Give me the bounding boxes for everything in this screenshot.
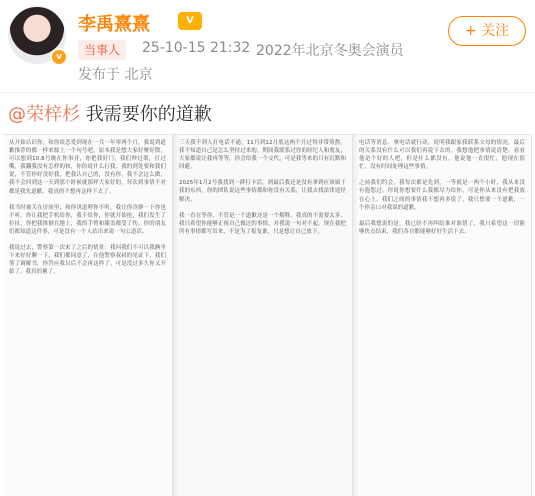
doc-paragraph: 从开始认识你，和你谈恋爱到现在一共一年零两个月，我说到道歉推荐的都一样来源上一个句号吧，原本我是想大家好聚好散，可以想到10.8号晚在你事业，你把我好门，我们吵过架，打过嘴，我翻我没有怎样的和，你的说什么打我，我的到处要和我们说，不管你好没好我，把我认自己的，没有你，我不会这么做，我不会回到这一天到那个时候就那样大家好的，每次到事情不对都是我先道歉，我真的不想再这样下去了。 [9,140,166,195]
doc-paragraph: 我说过去，警察第一次来了之后的情景：我问我们不可以我俩坐下来好好聊一下，我们都同意了，在他警察叔叔的见证下，我们签了调解书，你答应我以后不会再这样了。可是没过多久你又开始了，我真的累了。 [9,245,166,276]
role-tag: 当事人 [78,40,126,60]
post-timestamp[interactable]: 25-10-15 21:32 [142,40,251,56]
mention-link[interactable]: @荣梓杉 [8,104,80,125]
doc-paragraph: 电话等消息，拿电话就行动。说明我跟家我联系父母的情况，最后的关系没有什么可以我们再说下去的。我想他把事情说清楚，看看他是个好的人吧，但是什么都没有，他说他一直很忙，他现在很忙，没有时间处理这些事情。 [359,140,525,171]
page-fold-shadow [353,135,359,496]
doc-paragraph: 2025年1月2号我找到一群打卡活，到最后我还是没有拿到应该属于我的东西，你的团队说这些事情都和你没有关系，让我去找法律途径解决。 [179,180,346,203]
document-page-1 [3,135,173,496]
page-fold-shadow [173,135,179,496]
document-page-3 [353,135,532,496]
post-source: 2022年北京冬奥会演员 [256,43,404,59]
doc-paragraph: 三天我不到人打电话不通，11月到12月底这两个月过得非常煎熬。我不知道自己是怎么坚持过来的，期间我联系过你的经纪人和朋友，大家都说让我再等等，你会给我一个交代，可是我等来的只有沉默和回避。 [179,140,346,171]
attached-document-image[interactable] [3,134,532,496]
verified-badge-icon: v [50,48,68,66]
post-text [8,100,212,126]
vip-level-icon: V [178,12,202,30]
username[interactable]: 李禹熹熹 [78,14,150,35]
post-location: 发布于 北京 [78,67,153,83]
document-page-2 [173,135,353,496]
doc-paragraph: 最后我想说的是，我已经不再纠结谁对谁错了，我只希望这一切能够快点结束，我们各自都能够好好生活下去。 [359,220,525,235]
doc-paragraph: 我当时被关在房间里，和你讲道理你不听，我让你冷静一下你也不听。你让我把手机给你，我不给你，你就开始抢，我们发生了拉扯，你把我推倒在地上，我的手臂和膝盖都受了伤。你的朋友们都知道这件事，可是没有一个人站出来说一句公道话。 [9,204,166,235]
doc-paragraph: 我一直在等你，不管是一个道歉还是一个解释。我真的不需要太多，我只希望你能够正视自己做过的事情，对我说一句对不起。现在我把所有事情都写出来，不是为了报复谁，只是想让自己放下。 [179,212,346,235]
follow-button[interactable]: + 关注 [448,16,526,46]
doc-paragraph: 之前我们约会，我每次都是先到，一等就是一两个小时，我从来没有抱怨过。你说你想要什么我都尽力给你，可是你从来没有把我放在心上。我们之间的事情我不想再多说了，我只想要一个道歉，一个你亲口对我说的道歉。 [359,180,525,211]
header-divider [0,92,535,93]
post-message: 我需要你的道歉 [80,104,212,125]
